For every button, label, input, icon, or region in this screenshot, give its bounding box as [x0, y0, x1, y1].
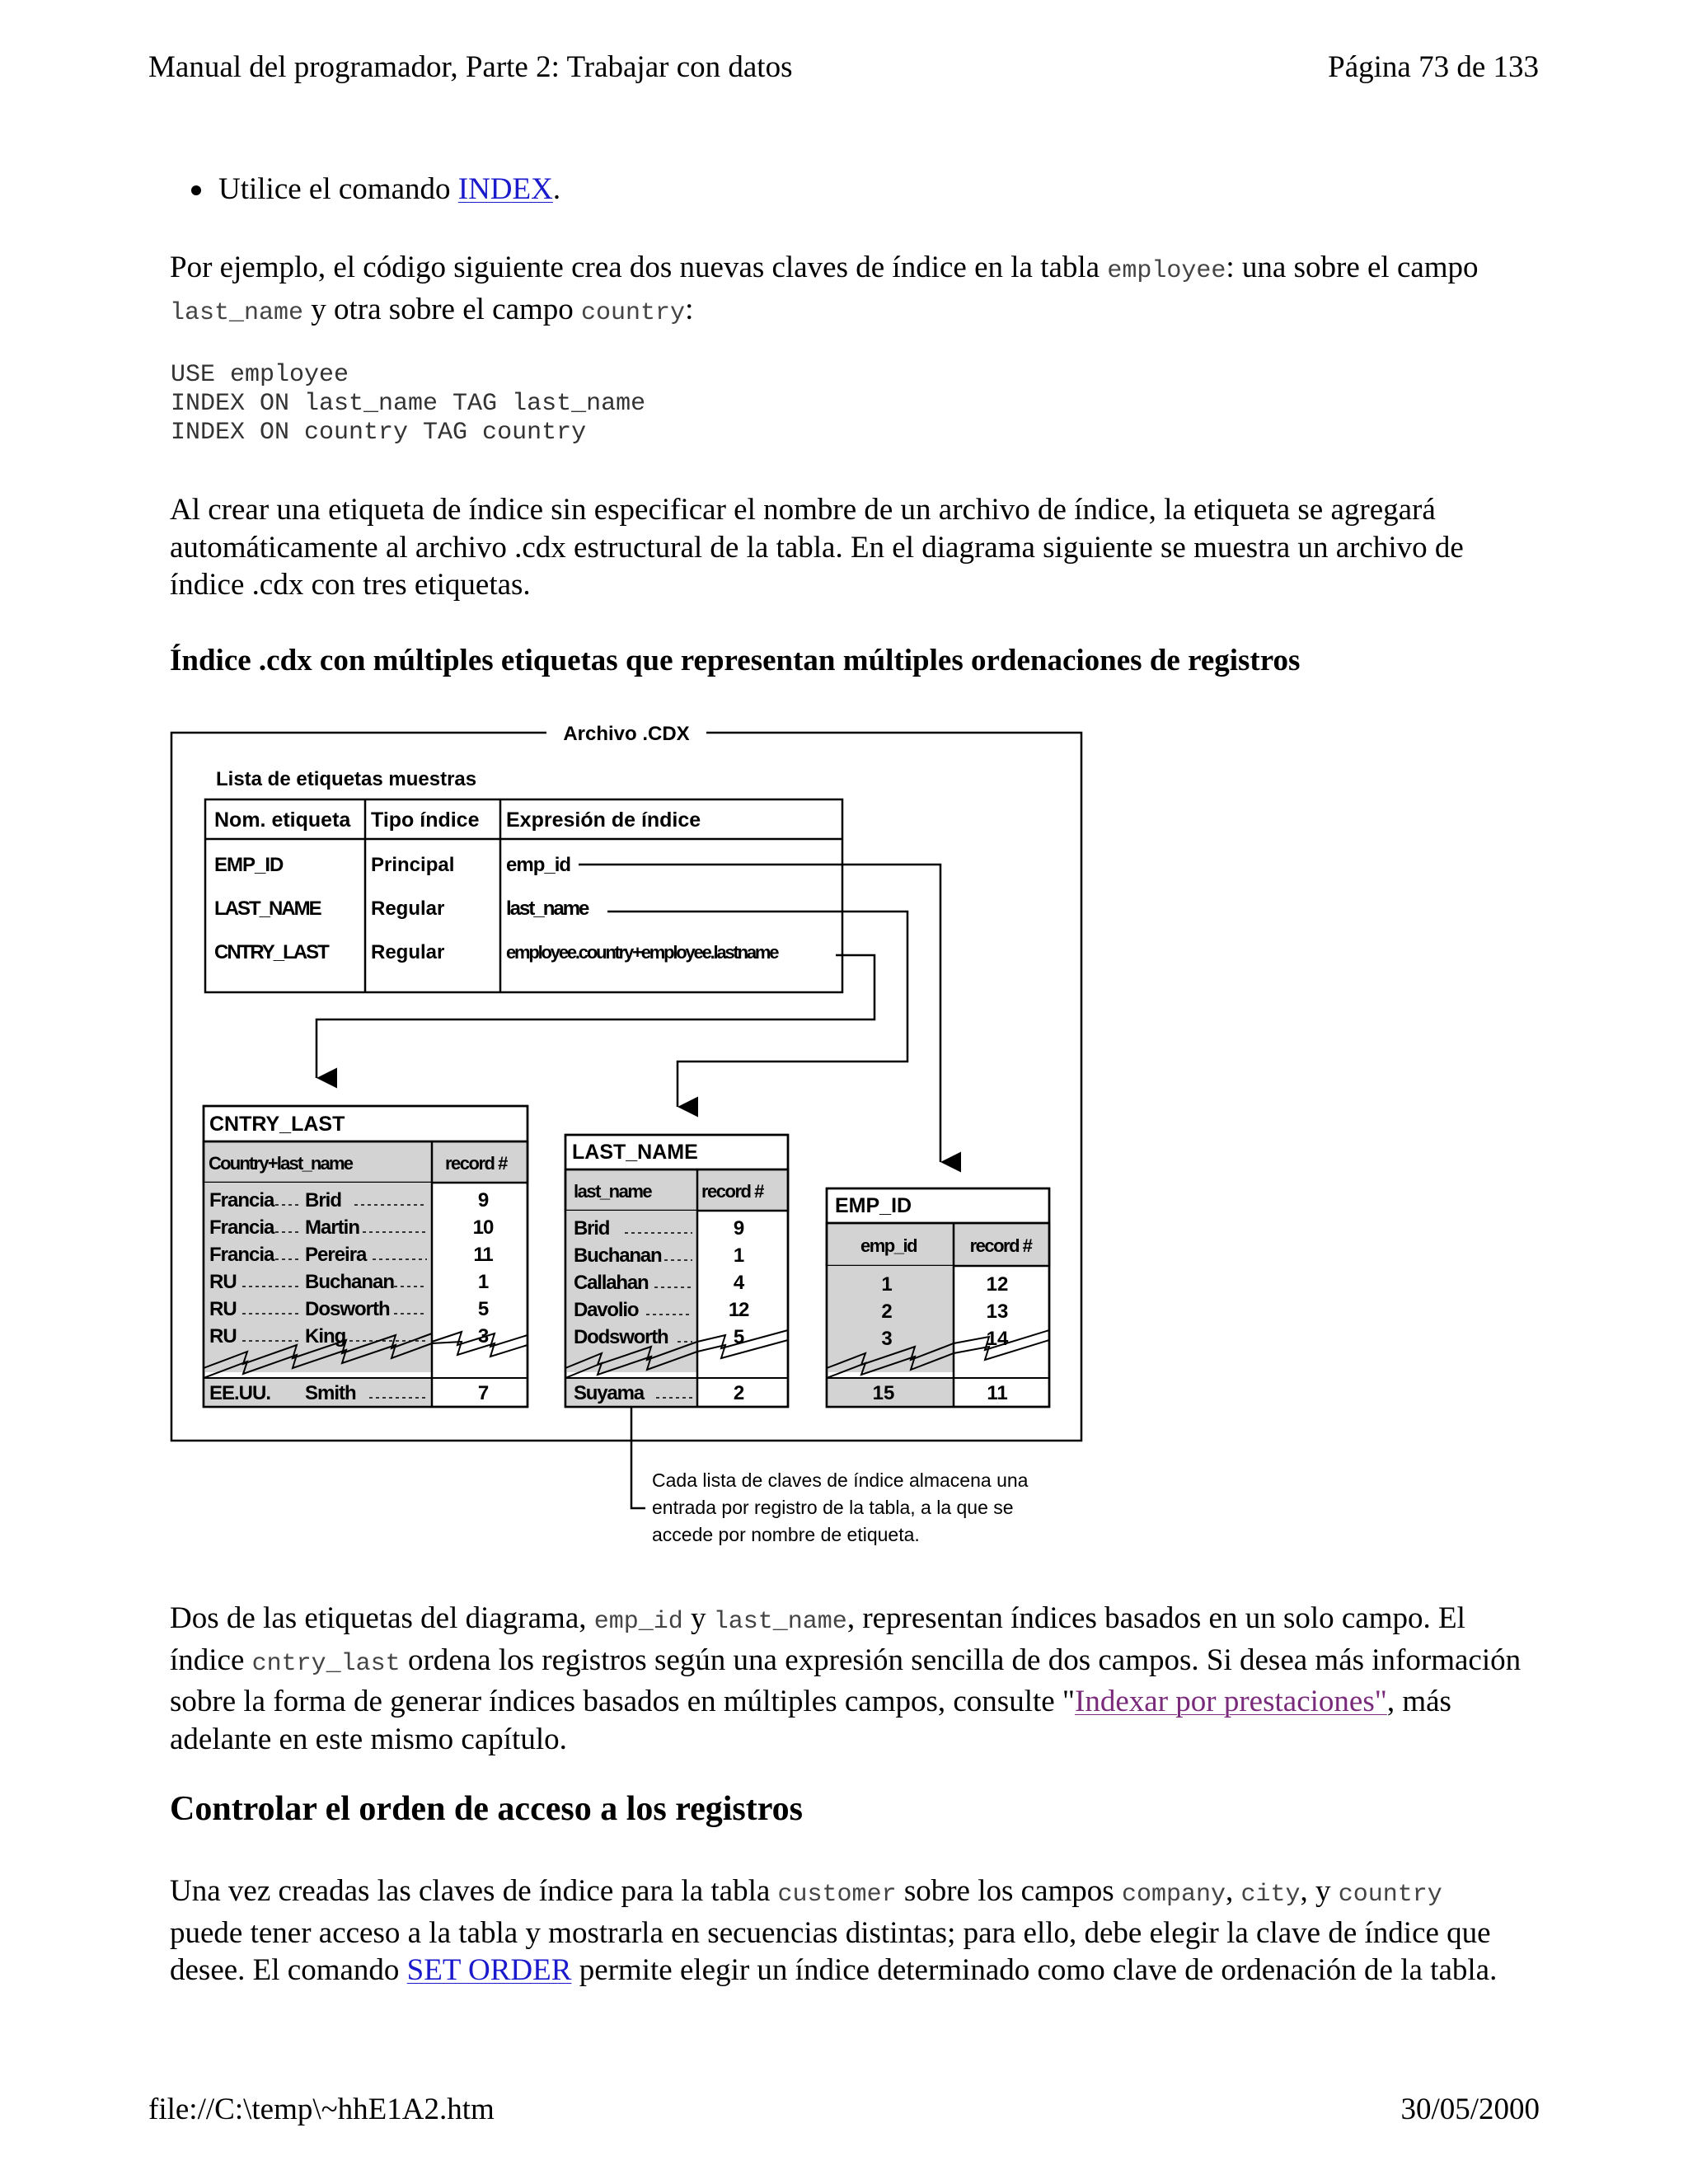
code-country: country	[1338, 1881, 1442, 1909]
page-number: Página 73 de 133	[1328, 50, 1539, 84]
cntry-last-col-key: Country+last_name	[209, 1153, 353, 1174]
code-emp-id: emp_id	[593, 1608, 683, 1636]
code-last-name: last_name	[713, 1608, 847, 1636]
empid-record: 12	[986, 1273, 1009, 1296]
cntry-record: 7	[477, 1382, 489, 1404]
lastname-key: Suyama	[574, 1382, 644, 1404]
tag-list-title: Lista de etiquetas muestras	[216, 768, 477, 790]
empid-record: 11	[987, 1382, 1008, 1404]
code-company: company	[1121, 1881, 1226, 1909]
set-order-link[interactable]: SET ORDER	[406, 1953, 572, 1987]
section-heading: Controlar el orden de acceso a los registros	[170, 1790, 803, 1828]
cntry-record: 10	[472, 1216, 494, 1239]
emp-id-col-key: emp_id	[860, 1235, 917, 1256]
frame-title: Archivo .CDX	[563, 723, 690, 745]
cntry-lastname: Pereira	[305, 1244, 367, 1266]
code-line: INDEX ON last_name TAG last_name	[171, 390, 646, 418]
tag-expr-cell: employee.country+employee.lastname	[506, 942, 778, 963]
cntry-lastname: Buchanan	[305, 1271, 395, 1293]
last-name-index	[565, 1135, 788, 1407]
bullet-item: Utilice el comando INDEX.	[218, 171, 1570, 209]
cntry-last-col-record: record #	[445, 1153, 507, 1174]
set-order-paragraph: Una vez creadas las claves de índice para la tabla customer sobre los campos company, city, y country puede tener acceso a la tabla y mostrarla en secuencias distintas; para ello, debe elegir la clave de índice que desee. El comando SET ORDER permite elegir un índice determinado como clave de ordenación de la tabla.	[170, 1874, 1498, 1987]
cntry-lastname: Brid	[305, 1189, 341, 1212]
tag-name-cell: CNTRY_LAST	[214, 941, 328, 963]
cntry-lastname: King	[305, 1325, 346, 1347]
caption-line: Cada lista de claves de índice almacena una	[652, 1469, 1029, 1491]
tag-expr-cell: emp_id	[506, 854, 571, 876]
cntry-record: 11	[473, 1244, 493, 1266]
lastname-key: Buchanan	[574, 1244, 662, 1267]
cntry-country: RU	[209, 1325, 237, 1347]
lastname-record: 4	[733, 1272, 744, 1294]
cntry-record: 5	[477, 1298, 489, 1320]
empid-key: 15	[872, 1382, 895, 1404]
code-line: INDEX ON country TAG country	[171, 419, 587, 447]
index-command-link[interactable]: INDEX	[457, 172, 553, 206]
cntry-country: Francia	[209, 1216, 274, 1239]
footer-date: 30/05/2000	[1400, 2093, 1540, 2126]
emp-id-title: EMP_ID	[835, 1194, 912, 1217]
emp-id-col-record: record #	[969, 1235, 1032, 1256]
caption-leader	[631, 1407, 645, 1508]
code-cntry-last: cntry_last	[251, 1649, 401, 1678]
tag-header-type: Tipo índice	[371, 808, 480, 832]
code-country: country	[581, 298, 686, 327]
lastname-key: Brid	[574, 1217, 610, 1240]
empid-record: 14	[986, 1328, 1009, 1350]
cdx-paragraph: Al crear una etiqueta de índice sin especificar el nombre de un archivo de índice, la etiqueta se agregará automáticamente al archivo .cdx estructural de la tabla. En el diagrama siguiente se muestra un archivo de índice .cdx con tres etiquetas.	[170, 493, 1464, 602]
emp-id-index	[827, 1188, 1049, 1407]
cntry-lastname: Dosworth	[305, 1298, 390, 1320]
cntry-country: EE.UU.	[209, 1382, 271, 1404]
tag-expr-cell: last_name	[506, 898, 588, 920]
cntry-country: RU	[209, 1271, 237, 1293]
tag-type-cell: Regular	[371, 898, 445, 920]
cntry-record: 1	[477, 1271, 489, 1293]
last-name-col-record: record #	[701, 1181, 763, 1202]
lastname-record: 9	[733, 1217, 744, 1240]
cntry-country: RU	[209, 1298, 237, 1320]
footer-file-path: file://C:\temp\~hhE1A2.htm	[148, 2093, 495, 2126]
cntry-country: Francia	[209, 1189, 274, 1212]
cntry-record: 3	[477, 1325, 489, 1347]
empid-key: 1	[881, 1273, 893, 1296]
last-name-col-key: last_name	[574, 1181, 652, 1202]
lastname-key: Dodsworth	[574, 1326, 668, 1348]
code-last-name: last_name	[170, 298, 304, 327]
tags-explanation-paragraph: Dos de las etiquetas del diagrama, emp_id y last_name, representan índices basados en un solo campo. El índice cntry_last ordena los registros según una expresión sencilla de dos campos. Si desea más información sobre la forma de generar índices basados en múltiples campos, consulte "Indexar por prestaciones", más adelante en este mismo capítulo.	[170, 1601, 1522, 1756]
cntry-last-title: CNTRY_LAST	[209, 1113, 345, 1136]
tag-header-name: Nom. etiqueta	[214, 808, 351, 832]
code-line: USE employee	[171, 361, 349, 389]
empid-key: 3	[881, 1328, 893, 1350]
lastname-record: 12	[728, 1299, 749, 1321]
lastname-key: Callahan	[574, 1272, 649, 1294]
cntry-lastname: Smith	[305, 1382, 356, 1404]
caption-line: accede por nombre de etiqueta.	[652, 1524, 920, 1545]
page-header-title: Manual del programador, Parte 2: Trabajar con datos	[148, 50, 793, 84]
tag-type-cell: Regular	[371, 941, 445, 963]
figure-title: Índice .cdx con múltiples etiquetas que representan múltiples ordenaciones de registros	[170, 644, 1301, 677]
code-employee: employee	[1107, 257, 1226, 285]
lastname-record: 2	[733, 1382, 744, 1404]
cntry-lastname: Martin	[305, 1216, 359, 1239]
cntry-record: 9	[477, 1189, 489, 1212]
empid-key: 2	[881, 1301, 893, 1323]
lastname-record: 5	[733, 1326, 744, 1348]
empid-record: 13	[986, 1301, 1009, 1323]
lastname-record: 1	[733, 1244, 744, 1267]
lastname-key: Davolio	[574, 1299, 639, 1321]
indexar-por-prestaciones-link[interactable]: Indexar por prestaciones"	[1075, 1685, 1387, 1718]
code-city: city	[1240, 1881, 1301, 1909]
code-customer: customer	[777, 1881, 897, 1909]
tag-name-cell: EMP_ID	[214, 854, 284, 876]
tag-header-expr: Expresión de índice	[506, 808, 701, 832]
tag-name-cell: LAST_NAME	[214, 898, 321, 920]
last-name-title: LAST_NAME	[572, 1141, 698, 1164]
cntry-country: Francia	[209, 1244, 274, 1266]
cntry-last-index	[204, 1106, 528, 1407]
intro-paragraph: Por ejemplo, el código siguiente crea dos nuevas claves de índice en la tabla employee: una sobre el campo last_name y otra sobre el campo country:	[170, 251, 1479, 327]
caption-line: entrada por registro de la tabla, a la que se	[652, 1497, 1014, 1518]
tag-type-cell: Principal	[371, 854, 455, 876]
